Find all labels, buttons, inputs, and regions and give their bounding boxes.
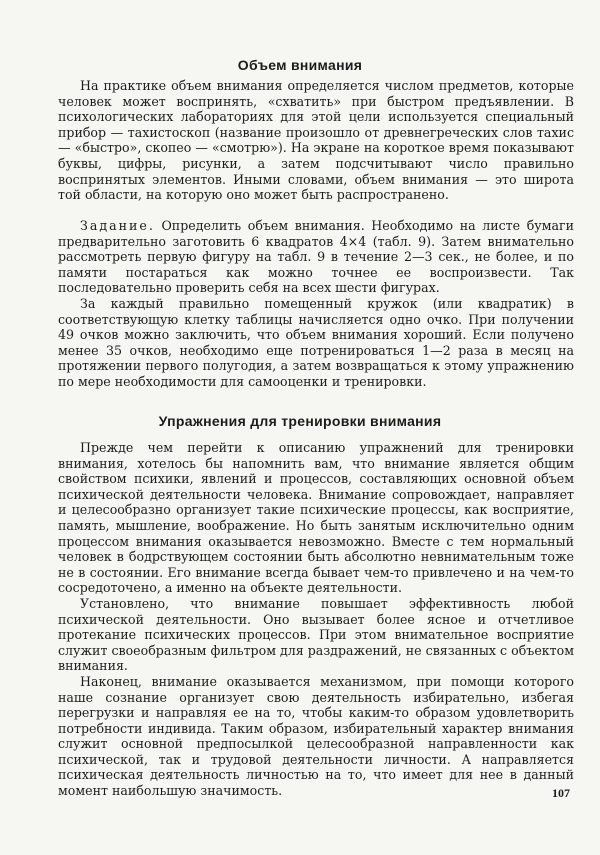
section-title-exercises: Упражнения для тренировки внимания: [158, 413, 442, 429]
task-block: [58, 218, 574, 390]
task-label: Задание.: [80, 218, 155, 233]
section-body-attention-span: [58, 78, 574, 203]
task-text: Определить объем внимания. Необходимо на листе бумаги предварительно заготовить 6 квадратов 4×4 (табл. 9). Затем внимательно рассмотреть первую фигуру на табл. 9 в течение 2—3 сек., не более, и по памяти постараться как можно точнее ее воспроизвести. Так последовательно проверить себя на всех шести фигурах.: [58, 218, 574, 296]
paragraph-mechanism: Наконец, внимание оказывается механизмом, при помощи которого наше сознание организует свою деятельность избирательно, избегая перегрузки и направляя ее на то, чтобы каким-то образом удовлетворить потребности индивида. Таким образом, избирательный характер внимания служит основной предпосылкой целесообразной направленности как психической, так и трудовой деятельности личности. А направляется психическая деятельность личностью на то, что имеет для нее в данный момент наибольшую значимость.: [58, 673, 574, 799]
paragraph-exercises-intro: Прежде чем перейти к описанию упражнений для тренировки внимания, хотелось бы напомнить вам, что внимание является общим свойством психики, явлений и процессов, составляющих основной объем психической деятельности человека. Внимание сопровождает, направляет и целесообразно организует такие психические процессы, как восприятие, память, мышление, воображение. Но быть занятым исключительно одним процессом внимания оказывается невозможно. Вместе с тем нормальный человек в бодрствующем состоянии быть абсолютно невнимательным тоже не в состоянии. Его внимание всегда бывает чем-то привлечено и на чем-то сосредоточено, а именно на объекте деятельности.: [58, 440, 574, 596]
paragraph-task: [58, 218, 574, 296]
page-number: 107: [552, 786, 570, 800]
section-body-exercises: [58, 440, 574, 799]
section-title-attention-span: Объем внимания: [237, 57, 363, 73]
paragraph-efficiency: Установлено, что внимание повышает эффективность любой психической деятельности. Оно вызывает более ясное и отчетливое протекание психических процессов. При этом внимательное восприятие служит своеобразным фильтром для раздражений, не связанных с объектом внимания.: [58, 595, 574, 674]
paragraph-intro: На практике объем внимания определяется числом предметов, которые человек может воспринять, «схватить» при быстром предъявлении. В психологических лабораториях для этой цели используется специальный прибор — тахистоскоп (название произошло от древнегреческих слов тахис — «быстро», скопео — «смотрю»). На экране на короткое время показывают буквы, цифры, рисунки, а затем подсчитывают число правильно воспринятых элементов. Иными словами, объем внимания — это широта той области, на которую оно может быть распространено.: [58, 78, 574, 203]
paragraph-scoring: За каждый правильно помещенный кружок (или квадратик) в соответствующую клетку таблицы начисляется одно очко. При получении 49 очков можно заключить, что объем внимания хороший. Если получено менее 35 очков, необходимо еще потренироваться 1—2 раза в месяц на протяжении первого полугодия, а затем возвращаться к этому упражнению по мере необходимости для самооценки и тренировки.: [58, 295, 574, 389]
